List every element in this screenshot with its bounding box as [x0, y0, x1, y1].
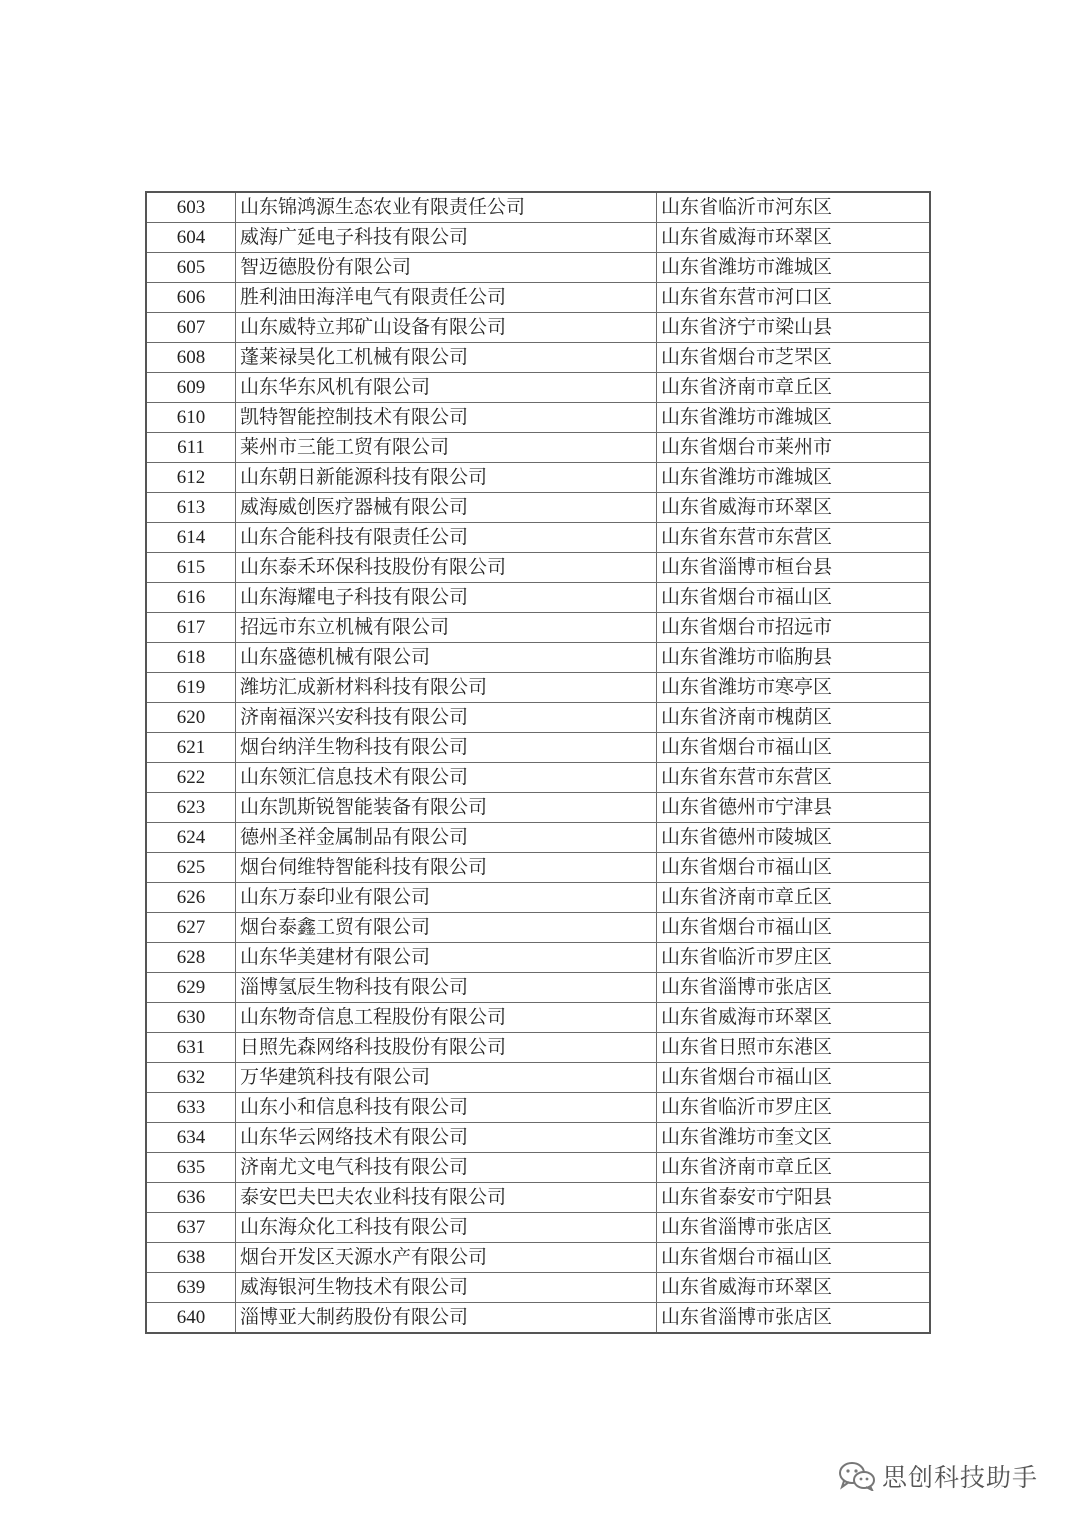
company-name-cell: 山东海耀电子科技有限公司	[236, 583, 657, 613]
row-number-cell: 630	[146, 1003, 236, 1033]
row-number-cell: 631	[146, 1033, 236, 1063]
row-number-cell: 607	[146, 313, 236, 343]
table-row	[146, 943, 930, 973]
company-name-cell: 招远市东立机械有限公司	[236, 613, 657, 643]
row-number-cell: 637	[146, 1213, 236, 1243]
company-name-cell: 山东凯斯锐智能装备有限公司	[236, 793, 657, 823]
company-name-cell: 山东盛德机械有限公司	[236, 643, 657, 673]
table-row	[146, 1033, 930, 1063]
location-cell: 山东省潍坊市奎文区	[657, 1123, 931, 1153]
company-name-cell: 山东合能科技有限责任公司	[236, 523, 657, 553]
row-number-cell: 638	[146, 1243, 236, 1273]
location-cell: 山东省烟台市福山区	[657, 913, 931, 943]
company-name-cell: 山东朝日新能源科技有限公司	[236, 463, 657, 493]
company-name-cell: 山东华东风机有限公司	[236, 373, 657, 403]
table-row	[146, 643, 930, 673]
table-row	[146, 583, 930, 613]
location-cell: 山东省烟台市福山区	[657, 583, 931, 613]
table-row	[146, 463, 930, 493]
table-row	[146, 343, 930, 373]
row-number-cell: 629	[146, 973, 236, 1003]
company-name-cell: 山东威特立邦矿山设备有限公司	[236, 313, 657, 343]
company-name-cell: 济南福深兴安科技有限公司	[236, 703, 657, 733]
row-number-cell: 609	[146, 373, 236, 403]
location-cell: 山东省淄博市桓台县	[657, 553, 931, 583]
row-number-cell: 636	[146, 1183, 236, 1213]
row-number-cell: 603	[146, 192, 236, 223]
company-table	[145, 191, 931, 1334]
location-cell: 山东省济南市槐荫区	[657, 703, 931, 733]
location-cell: 山东省威海市环翠区	[657, 1273, 931, 1303]
company-name-cell: 淄博亚大制药股份有限公司	[236, 1303, 657, 1334]
location-cell: 山东省济南市章丘区	[657, 1153, 931, 1183]
location-cell: 山东省东营市东营区	[657, 763, 931, 793]
location-cell: 山东省淄博市张店区	[657, 973, 931, 1003]
table-row	[146, 223, 930, 253]
watermark	[838, 1458, 1038, 1494]
row-number-cell: 622	[146, 763, 236, 793]
row-number-cell: 635	[146, 1153, 236, 1183]
company-name-cell: 烟台开发区天源水产有限公司	[236, 1243, 657, 1273]
company-name-cell: 山东华美建材有限公司	[236, 943, 657, 973]
location-cell: 山东省烟台市福山区	[657, 733, 931, 763]
row-number-cell: 604	[146, 223, 236, 253]
table-row	[146, 313, 930, 343]
location-cell: 山东省烟台市福山区	[657, 853, 931, 883]
row-number-cell: 619	[146, 673, 236, 703]
company-name-cell: 凯特智能控制技术有限公司	[236, 403, 657, 433]
company-name-cell: 日照先森网络科技股份有限公司	[236, 1033, 657, 1063]
table-row	[146, 253, 930, 283]
table-row	[146, 192, 930, 223]
row-number-cell: 634	[146, 1123, 236, 1153]
row-number-cell: 627	[146, 913, 236, 943]
table-row	[146, 1153, 930, 1183]
table-row	[146, 1213, 930, 1243]
location-cell: 山东省潍坊市潍城区	[657, 463, 931, 493]
company-name-cell: 潍坊汇成新材料科技有限公司	[236, 673, 657, 703]
location-cell: 山东省东营市河口区	[657, 283, 931, 313]
row-number-cell: 628	[146, 943, 236, 973]
row-number-cell: 616	[146, 583, 236, 613]
location-cell: 山东省烟台市莱州市	[657, 433, 931, 463]
location-cell: 山东省淄博市张店区	[657, 1303, 931, 1334]
company-name-cell: 威海银河生物技术有限公司	[236, 1273, 657, 1303]
location-cell: 山东省济南市章丘区	[657, 373, 931, 403]
company-name-cell: 山东华云网络技术有限公司	[236, 1123, 657, 1153]
company-name-cell: 智迈德股份有限公司	[236, 253, 657, 283]
location-cell: 山东省潍坊市潍城区	[657, 403, 931, 433]
table-row	[146, 433, 930, 463]
table-row	[146, 613, 930, 643]
row-number-cell: 640	[146, 1303, 236, 1334]
table-row	[146, 1243, 930, 1273]
location-cell: 山东省烟台市招远市	[657, 613, 931, 643]
row-number-cell: 626	[146, 883, 236, 913]
row-number-cell: 614	[146, 523, 236, 553]
row-number-cell: 613	[146, 493, 236, 523]
company-name-cell: 山东万泰印业有限公司	[236, 883, 657, 913]
location-cell: 山东省威海市环翠区	[657, 223, 931, 253]
company-name-cell: 蓬莱禄昊化工机械有限公司	[236, 343, 657, 373]
company-name-cell: 山东小和信息科技有限公司	[236, 1093, 657, 1123]
location-cell: 山东省淄博市张店区	[657, 1213, 931, 1243]
company-name-cell: 山东锦鸿源生态农业有限责任公司	[236, 192, 657, 223]
location-cell: 山东省潍坊市寒亭区	[657, 673, 931, 703]
row-number-cell: 612	[146, 463, 236, 493]
location-cell: 山东省临沂市罗庄区	[657, 1093, 931, 1123]
company-name-cell: 烟台泰鑫工贸有限公司	[236, 913, 657, 943]
table-row	[146, 553, 930, 583]
table-row	[146, 793, 930, 823]
location-cell: 山东省济宁市梁山县	[657, 313, 931, 343]
table-row	[146, 733, 930, 763]
location-cell: 山东省临沂市河东区	[657, 192, 931, 223]
company-name-cell: 威海广延电子科技有限公司	[236, 223, 657, 253]
table-row	[146, 853, 930, 883]
row-number-cell: 623	[146, 793, 236, 823]
table-row	[146, 1303, 930, 1334]
location-cell: 山东省东营市东营区	[657, 523, 931, 553]
company-name-cell: 德州圣祥金属制品有限公司	[236, 823, 657, 853]
row-number-cell: 608	[146, 343, 236, 373]
watermark-text: 思创科技助手	[882, 1463, 1039, 1492]
company-name-cell: 烟台纳洋生物科技有限公司	[236, 733, 657, 763]
company-name-cell: 威海威创医疗器械有限公司	[236, 493, 657, 523]
row-number-cell: 625	[146, 853, 236, 883]
location-cell: 山东省烟台市芝罘区	[657, 343, 931, 373]
company-name-cell: 万华建筑科技有限公司	[236, 1063, 657, 1093]
table-row	[146, 493, 930, 523]
company-name-cell: 胜利油田海洋电气有限责任公司	[236, 283, 657, 313]
row-number-cell: 605	[146, 253, 236, 283]
table-row	[146, 1093, 930, 1123]
location-cell: 山东省威海市环翠区	[657, 493, 931, 523]
location-cell: 山东省临沂市罗庄区	[657, 943, 931, 973]
table-row	[146, 373, 930, 403]
company-table-body	[146, 192, 930, 1333]
company-name-cell: 山东物奇信息工程股份有限公司	[236, 1003, 657, 1033]
table-row	[146, 973, 930, 1003]
location-cell: 山东省潍坊市潍城区	[657, 253, 931, 283]
location-cell: 山东省烟台市福山区	[657, 1243, 931, 1273]
row-number-cell: 611	[146, 433, 236, 463]
table-row	[146, 1063, 930, 1093]
company-name-cell: 莱州市三能工贸有限公司	[236, 433, 657, 463]
row-number-cell: 632	[146, 1063, 236, 1093]
company-name-cell: 山东领汇信息技术有限公司	[236, 763, 657, 793]
row-number-cell: 618	[146, 643, 236, 673]
table-row	[146, 1183, 930, 1213]
company-name-cell: 淄博氢辰生物科技有限公司	[236, 973, 657, 1003]
company-name-cell: 济南尤文电气科技有限公司	[236, 1153, 657, 1183]
row-number-cell: 606	[146, 283, 236, 313]
company-name-cell: 烟台伺维特智能科技有限公司	[236, 853, 657, 883]
table-row	[146, 673, 930, 703]
table-row	[146, 1003, 930, 1033]
row-number-cell: 621	[146, 733, 236, 763]
location-cell: 山东省潍坊市临朐县	[657, 643, 931, 673]
table-row	[146, 913, 930, 943]
location-cell: 山东省德州市陵城区	[657, 823, 931, 853]
company-name-cell: 泰安巴夫巴夫农业科技有限公司	[236, 1183, 657, 1213]
table-row	[146, 703, 930, 733]
location-cell: 山东省威海市环翠区	[657, 1003, 931, 1033]
table-row	[146, 823, 930, 853]
location-cell: 山东省济南市章丘区	[657, 883, 931, 913]
table-row	[146, 1273, 930, 1303]
table-row	[146, 763, 930, 793]
table-row	[146, 1123, 930, 1153]
row-number-cell: 610	[146, 403, 236, 433]
row-number-cell: 615	[146, 553, 236, 583]
row-number-cell: 633	[146, 1093, 236, 1123]
table-row	[146, 523, 930, 553]
table-row	[146, 403, 930, 433]
company-name-cell: 山东泰禾环保科技股份有限公司	[236, 553, 657, 583]
company-name-cell: 山东海众化工科技有限公司	[236, 1213, 657, 1243]
row-number-cell: 639	[146, 1273, 236, 1303]
company-table-container	[145, 191, 923, 1334]
row-number-cell: 624	[146, 823, 236, 853]
row-number-cell: 620	[146, 703, 236, 733]
location-cell: 山东省日照市东港区	[657, 1033, 931, 1063]
location-cell: 山东省泰安市宁阳县	[657, 1183, 931, 1213]
location-cell: 山东省德州市宁津县	[657, 793, 931, 823]
wechat-icon	[838, 1461, 876, 1491]
table-row	[146, 883, 930, 913]
location-cell: 山东省烟台市福山区	[657, 1063, 931, 1093]
row-number-cell: 617	[146, 613, 236, 643]
table-row	[146, 283, 930, 313]
